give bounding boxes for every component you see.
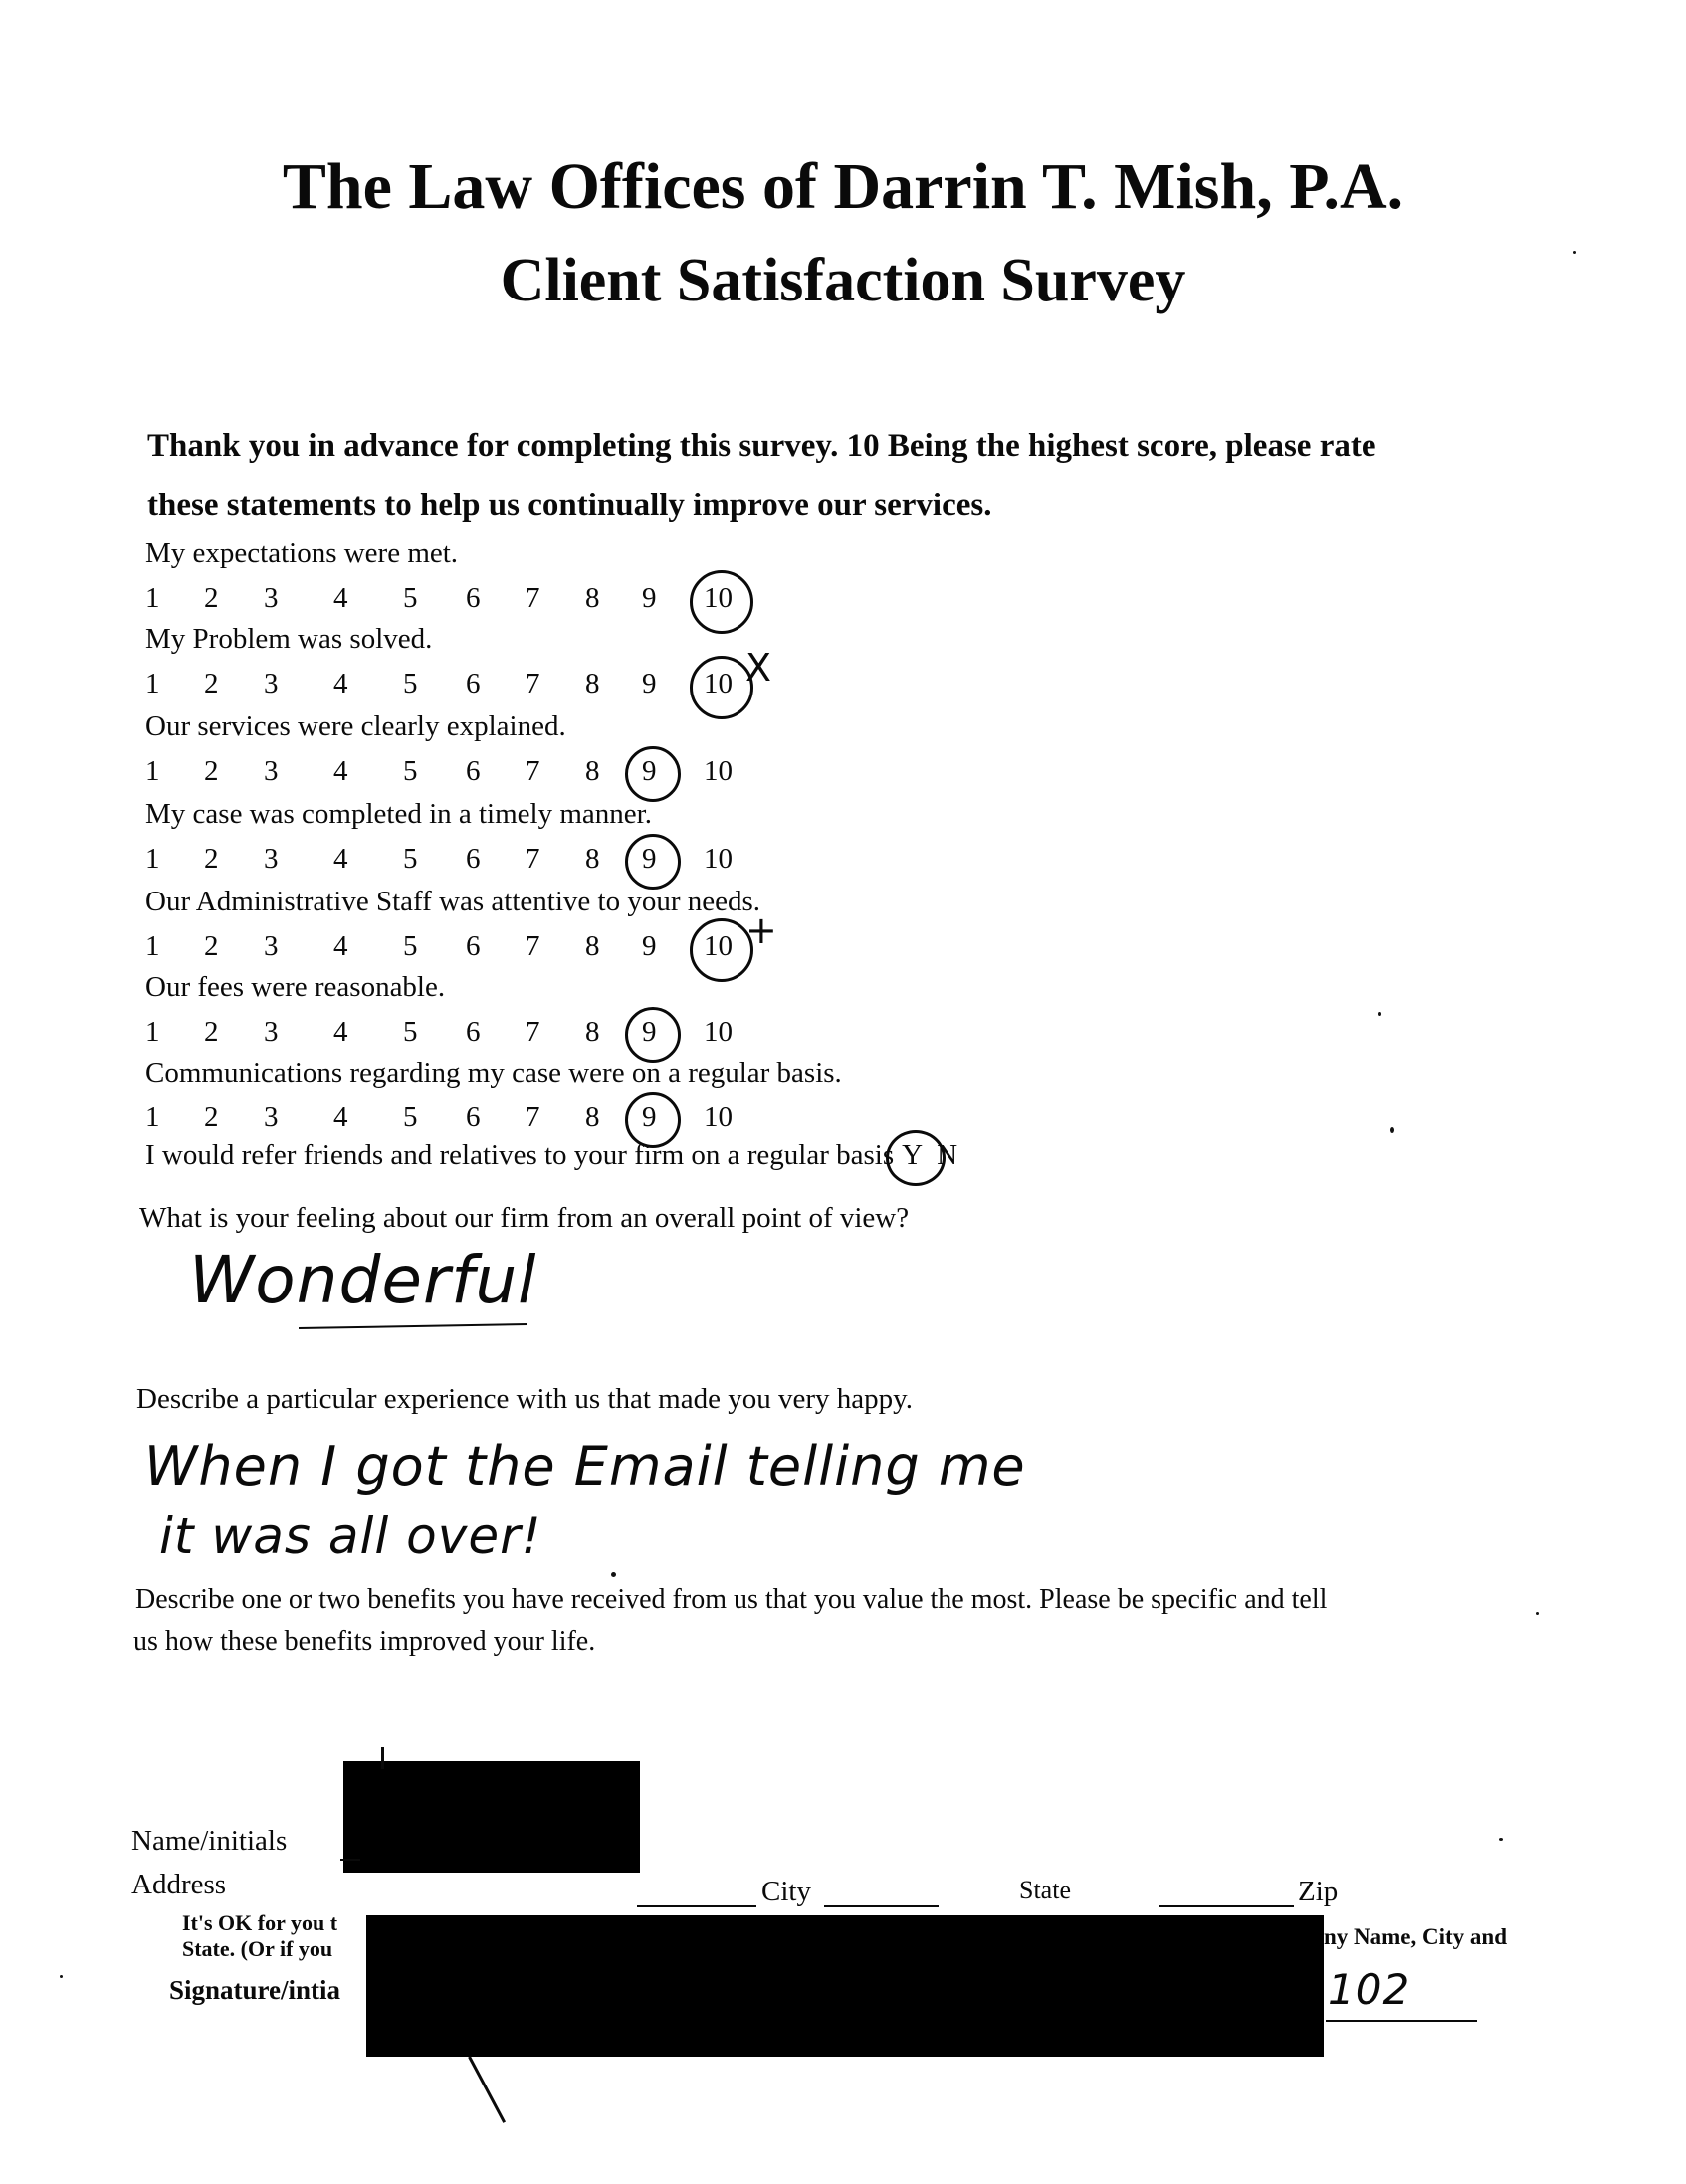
rating-option-3[interactable]: 3 <box>264 755 279 787</box>
rating-option-9[interactable]: 9 <box>642 582 657 614</box>
scan-speck <box>1499 1838 1503 1841</box>
referral-question <box>145 1139 957 1172</box>
overall-feeling-answer[interactable]: Wonderful <box>189 1242 537 1318</box>
ok-line-start: It's OK for you t <box>182 1910 338 1935</box>
rating-option-5[interactable]: 5 <box>403 582 418 614</box>
question-label: My Problem was solved. <box>145 623 433 655</box>
rating-option-7[interactable]: 7 <box>526 1101 540 1133</box>
rating-option-6[interactable]: 6 <box>466 1016 481 1048</box>
rating-option-2[interactable]: 2 <box>204 582 219 614</box>
scan-speck <box>1573 251 1576 254</box>
name-line <box>340 1859 360 1861</box>
rating-option-4[interactable]: 4 <box>333 755 348 787</box>
rating-option-1[interactable]: 1 <box>145 668 160 699</box>
rating-option-1[interactable]: 1 <box>145 1101 160 1133</box>
rating-option-6[interactable]: 6 <box>466 582 481 614</box>
rating-option-3[interactable]: 3 <box>264 582 279 614</box>
question-label: Communications regarding my case were on a regular basis. <box>145 1057 842 1089</box>
rating-option-2[interactable]: 2 <box>204 668 219 699</box>
address-line <box>637 1905 756 1907</box>
state-line <box>1159 1905 1294 1907</box>
rating-option-5[interactable]: 5 <box>403 930 418 962</box>
rating-option-5[interactable]: 5 <box>403 1101 418 1133</box>
rating-option-1[interactable]: 1 <box>145 930 160 962</box>
overall-answer-underline <box>299 1323 527 1329</box>
signature-label: Signature/intia <box>169 1975 341 2005</box>
rating-option-4[interactable]: 4 <box>333 930 348 962</box>
ok-line-end: ny Name, City and <box>1324 1924 1508 1949</box>
selected-rating-circle <box>690 918 753 982</box>
signature-line <box>1326 2020 1477 2022</box>
scan-speck <box>611 1572 616 1577</box>
rating-option-7[interactable]: 7 <box>526 755 540 787</box>
pen-stroke-bottom <box>468 2056 506 2123</box>
rating-option-7[interactable]: 7 <box>526 843 540 875</box>
rating-option-10[interactable]: 10 <box>704 755 733 787</box>
page-title: The Law Offices of Darrin T. Mish, P.A. <box>282 150 1404 223</box>
intro-line-1: Thank you in advance for completing this survey. 10 Being the highest score, please rate <box>147 428 1376 464</box>
intro-line-2: these statements to help us continually improve our services. <box>147 488 992 523</box>
rating-option-6[interactable]: 6 <box>466 755 481 787</box>
rating-option-7[interactable]: 7 <box>526 668 540 699</box>
zip-label: Zip <box>1298 1876 1339 1907</box>
rating-option-8[interactable]: 8 <box>585 1016 600 1048</box>
rating-option-10[interactable]: 10 <box>704 582 733 614</box>
rating-option-8[interactable]: 8 <box>585 668 600 699</box>
question-label: Our services were clearly explained. <box>145 710 566 742</box>
rating-option-8[interactable]: 8 <box>585 930 600 962</box>
question-label: Our Administrative Staff was attentive to your needs. <box>145 886 761 917</box>
rating-option-7[interactable]: 7 <box>526 582 540 614</box>
city-label: City <box>761 1876 811 1907</box>
rating-option-4[interactable]: 4 <box>333 668 348 699</box>
selected-rating-circle <box>690 656 753 719</box>
scan-speck <box>60 1975 63 1978</box>
rating-option-4[interactable]: 4 <box>333 1016 348 1048</box>
scan-speck <box>1378 1012 1381 1016</box>
referral-text: I would refer friends and relatives to your firm on a regular basis <box>145 1139 895 1171</box>
handwritten-annotation: X <box>745 646 772 690</box>
referral-yes-option[interactable]: Y <box>902 1139 924 1171</box>
rating-option-8[interactable]: 8 <box>585 755 600 787</box>
rating-option-10[interactable]: 10 <box>704 1016 733 1048</box>
rating-option-10[interactable]: 10 <box>704 843 733 875</box>
city-line <box>824 1905 939 1907</box>
rating-scale <box>0 646 772 707</box>
question-label: Our fees were reasonable. <box>145 971 446 1003</box>
pen-stroke <box>381 1747 384 1769</box>
overall-feeling-question: What is your feeling about our firm from an overall point of view? <box>139 1202 910 1234</box>
rating-option-5[interactable]: 5 <box>403 668 418 699</box>
question-label: My expectations were met. <box>145 537 459 569</box>
rating-option-5[interactable]: 5 <box>403 1016 418 1048</box>
handwritten-annotation: + <box>745 908 777 952</box>
rating-option-8[interactable]: 8 <box>585 843 600 875</box>
referral-yes-circle <box>886 1130 946 1186</box>
rating-option-10[interactable]: 10 <box>704 1101 733 1133</box>
scan-speck <box>1536 1612 1539 1615</box>
rating-option-6[interactable]: 6 <box>466 843 481 875</box>
referral-no-option[interactable]: N <box>937 1139 958 1171</box>
name-label: Name/initials <box>131 1825 288 1857</box>
experience-question: Describe a particular experience with us that made you very happy. <box>136 1383 913 1415</box>
experience-answer-line-1[interactable]: When I got the Email telling me <box>144 1435 1026 1497</box>
rating-scale <box>0 582 733 622</box>
rating-scale <box>0 755 733 795</box>
rating-option-7[interactable]: 7 <box>526 1016 540 1048</box>
rating-option-9[interactable]: 9 <box>642 1101 657 1133</box>
rating-scale <box>0 843 733 883</box>
question-label: My case was completed in a timely manner. <box>145 798 652 830</box>
rating-scale <box>0 1101 733 1141</box>
rating-option-5[interactable]: 5 <box>403 843 418 875</box>
rating-option-6[interactable]: 6 <box>466 930 481 962</box>
rating-option-5[interactable]: 5 <box>403 755 418 787</box>
rating-scale <box>0 1016 733 1056</box>
redacted-name-block <box>343 1761 640 1873</box>
rating-option-1[interactable]: 1 <box>145 843 160 875</box>
rating-option-2[interactable]: 2 <box>204 1016 219 1048</box>
rating-option-2[interactable]: 2 <box>204 843 219 875</box>
rating-option-4[interactable]: 4 <box>333 582 348 614</box>
rating-option-2[interactable]: 2 <box>204 755 219 787</box>
rating-option-3[interactable]: 3 <box>264 1016 279 1048</box>
rating-option-9[interactable]: 9 <box>642 668 657 699</box>
state-label: State <box>1019 1876 1071 1904</box>
rating-option-10[interactable]: 10 <box>704 930 733 962</box>
rating-option-8[interactable]: 8 <box>585 1101 600 1133</box>
rating-option-9[interactable]: 9 <box>642 755 657 787</box>
benefits-question-line-1: Describe one or two benefits you have received from us that you value the most. Please be specific and tell <box>135 1584 1328 1615</box>
rating-option-1[interactable]: 1 <box>145 1016 160 1048</box>
rating-option-9[interactable]: 9 <box>642 930 657 962</box>
rating-option-6[interactable]: 6 <box>466 1101 481 1133</box>
rating-option-10[interactable]: 10 <box>704 668 733 699</box>
rating-option-3[interactable]: 3 <box>264 1101 279 1133</box>
rating-scale <box>0 908 777 970</box>
rating-option-8[interactable]: 8 <box>585 582 600 614</box>
rating-option-9[interactable]: 9 <box>642 843 657 875</box>
experience-answer-line-2[interactable]: it was all over! <box>159 1507 542 1565</box>
rating-option-2[interactable]: 2 <box>204 1101 219 1133</box>
rating-option-7[interactable]: 7 <box>526 930 540 962</box>
redacted-signature-block <box>366 1915 1324 2057</box>
selected-rating-circle <box>625 746 681 802</box>
signature-tail: 102 <box>1328 1965 1411 2014</box>
selected-rating-circle <box>690 570 753 634</box>
rating-option-4[interactable]: 4 <box>333 1101 348 1133</box>
address-label: Address <box>131 1869 227 1900</box>
rating-option-3[interactable]: 3 <box>264 843 279 875</box>
state-line-start: State. (Or if you <box>182 1936 333 1961</box>
rating-option-6[interactable]: 6 <box>466 668 481 699</box>
rating-option-3[interactable]: 3 <box>264 668 279 699</box>
rating-option-9[interactable]: 9 <box>642 1016 657 1048</box>
selected-rating-circle <box>625 834 681 890</box>
rating-option-3[interactable]: 3 <box>264 930 279 962</box>
rating-option-4[interactable]: 4 <box>333 843 348 875</box>
rating-option-1[interactable]: 1 <box>145 755 160 787</box>
scan-speck <box>1390 1127 1394 1133</box>
page-subtitle: Client Satisfaction Survey <box>500 247 1186 314</box>
benefits-question-line-2: us how these benefits improved your life. <box>133 1626 596 1657</box>
selected-rating-circle <box>625 1007 681 1063</box>
rating-option-2[interactable]: 2 <box>204 930 219 962</box>
rating-option-1[interactable]: 1 <box>145 582 160 614</box>
